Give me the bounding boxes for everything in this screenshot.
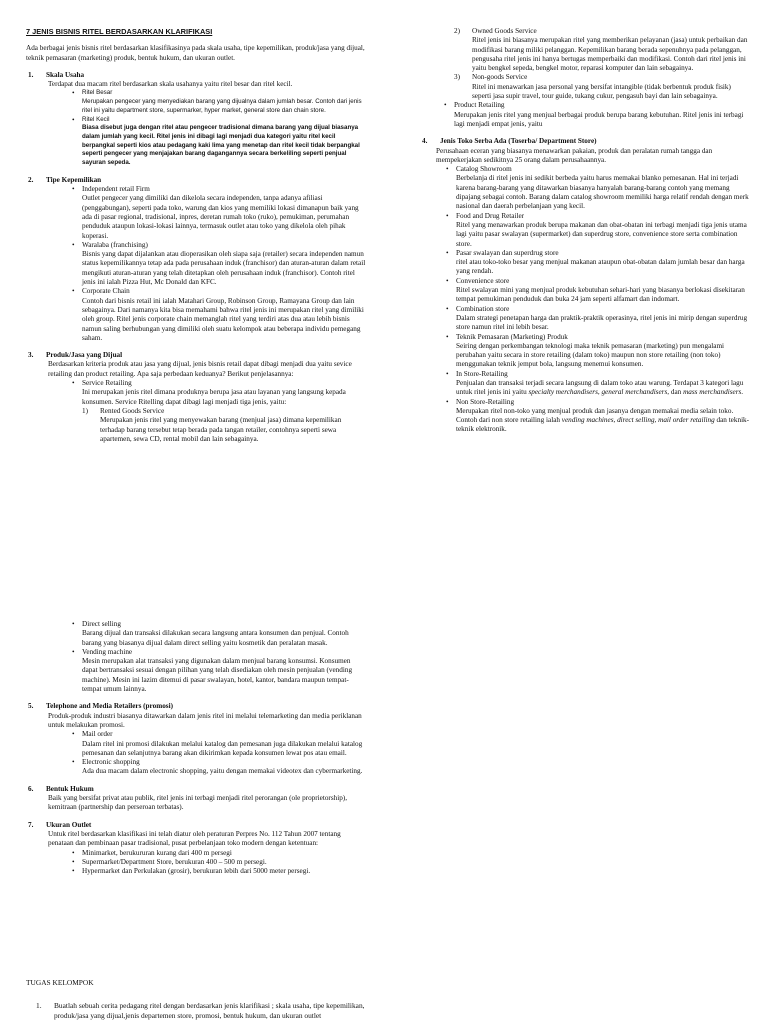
- bullet-icon: •: [444, 101, 447, 110]
- list-item: [72, 620, 366, 648]
- item-title: Service Retailing: [82, 379, 132, 388]
- item-title: Owned Goods Service: [472, 27, 537, 35]
- item-title: Food and Drug Retailer: [456, 211, 525, 220]
- item-title: Electronic shopping: [82, 758, 140, 767]
- bullet-icon: •: [446, 304, 449, 313]
- tugas-title: TUGAS KELOMPOK: [26, 978, 94, 987]
- left-column: [26, 27, 366, 452]
- bullet-icon: •: [72, 867, 75, 876]
- section-number: 1.: [28, 70, 34, 79]
- bullet-icon: •: [72, 848, 75, 857]
- list-item: [72, 648, 366, 694]
- section-number: 6.: [28, 784, 34, 793]
- tugas-item: [26, 1001, 366, 1020]
- list-item: [444, 101, 750, 129]
- item-text: Outlet pengecer yang dimiliki dan dikelola secara independen, tanpa adanya afiliasi (penggabungan), seperti pada toko, warung dan kios yang memiliki lokasi dimanapun baik yang ada di pasar regional, tradisional, inpres, deretan rumah toko (ruko), pemukiman, perumahan penduduk ataupun lokasi-lokasi lainnya, termasuk outlet atau toko yang dikelola oleh pihak koperasi.: [82, 194, 359, 240]
- item-title: In Store-Retailing: [456, 369, 508, 378]
- item-text: ritel atau toko-toko besar yang menjual makanan ataupun obat-obatan dalam jumlah besar dan harga yang rendah.: [456, 258, 745, 276]
- item-text: Ada dua macam dalam electronic shopping, yaitu dengan memakai videotex dan cybermarketing.: [82, 767, 363, 776]
- item-title: Mail order: [82, 730, 113, 739]
- item-title: Ritel Kecil: [82, 115, 110, 123]
- item-text: Penjualan dan transaksi terjadi secara langsung di dalam toko atau warung. Terdapat 3 kategori lagu untuk ritel jenis ini yaitu specialty merchandisers, general merchandisers, dan mass merchandisers.: [456, 378, 744, 397]
- section-number: 5.: [28, 702, 34, 711]
- bullet-icon: •: [72, 287, 75, 296]
- item-title: Waralaba (franchising): [82, 240, 148, 249]
- item-title: Catalog Showroom: [456, 165, 512, 174]
- item-title: Independent retail Firm: [82, 185, 150, 194]
- item-text: Bisnis yang dapat dijalankan atau dioperasikan oleh siapa saja (retailer) secara independen namun status kepemilikannya tetap ada pada perusahaan induk (franchisor) dan aturan-aturan dalam retail mengikuti aturan-aturan yang telah ditetapkan oleh perusahaan induk (franchisor). Contoh ritel jenis ini ialah Pizza Hut, Mc Donald dan KFC.: [82, 250, 366, 287]
- section-number: 2.: [28, 175, 34, 184]
- item-text: Ini merupakan jenis ritel dimana produknya berupa jasa atau layanan yang langsung kepada konsumen. Service Ritelling dapat dibagi lagi menjadi tiga jenis, yaitu:: [82, 388, 346, 406]
- item-title: Ritel Besar: [82, 89, 113, 97]
- item-title: Vending machine: [82, 647, 133, 656]
- bullet-icon: •: [72, 647, 75, 656]
- right-column: [420, 27, 750, 443]
- list-item: [72, 185, 366, 241]
- item-number: 1): [82, 406, 88, 415]
- bullet-icon: •: [72, 730, 75, 739]
- bullet-icon: •: [72, 89, 75, 98]
- item-title: Rented Goods Service: [100, 406, 165, 415]
- left-column-lower: [26, 620, 366, 884]
- section-toserba: [420, 137, 750, 435]
- section-text: Untuk ritel berdasarkan klasifikasi ini telah diatur oleh peraturan Perpres No. 112 Tahun 2007 tentang penataan dan pembinaan pasar tradisional, pusat perbelanjaan toko modern dengan ketentuan:: [48, 829, 341, 848]
- list-item: [72, 116, 366, 168]
- section-title: Telephone and Media Retailers (promosi): [46, 702, 173, 711]
- item-text: Dalam ritel ini promosi dilakukan melalui katalog dan pemesanan juga dilakukan melalui katalog pemesanan dan selanjutnya barang akan dikirimkan kepada konsumen lewat pos atau email.: [82, 739, 363, 757]
- item-text: Merupakan jenis ritel yang menyewakan barang (menjual jasa) dimana kepemilikan terhadap barang tersebut tetap berada pada tangan retailer, contohnya seperti sewa apartemen, sewa CD, rental mobil dan lain sebagainya.: [100, 416, 342, 443]
- bullet-icon: •: [72, 857, 75, 866]
- item-text: Ritel ini menawarkan jasa personal yang bersifat intangible (tidak berbentuk produk fisik) seperti jasa supir travel, tour guide, tukang cukur, pengasuh bayi dan lain sebagainya.: [472, 82, 731, 101]
- intro-paragraph: Ada berbagai jenis bisnis ritel berdasarkan klasifikasinya pada skala usaha, tipe kepemilikan, produk/jasa yang dijual, teknik pemasaran (marketing) produk, bentuk hukum, dan ukuran outlet.: [26, 44, 365, 62]
- list-item: [446, 212, 750, 249]
- section-tipe-kepemilikan: [26, 176, 366, 343]
- section-text: Produk-produk industri biasanya ditawarkan dalam jenis ritel ini melalui telemarketing dan media periklanan untuk melakukan promosi.: [48, 711, 362, 729]
- list-item: [72, 730, 366, 758]
- bullet-icon: •: [446, 276, 449, 285]
- list-item: [72, 379, 366, 407]
- list-item: [72, 867, 366, 876]
- item-text: Seiring dengan perkembangan teknologi maka teknik pemasaran (marketing) pun mengalami perubahan yaitu secara in store retailing (dalam toko) maupun non store retailing (non toko) menggunakan teknik jemput bola, langsung menemui konsumen.: [456, 341, 725, 369]
- item-number: 1.: [36, 1001, 42, 1011]
- item-title: Non-goods Service: [472, 73, 528, 82]
- list-item: [446, 249, 750, 277]
- list-item: [446, 165, 750, 211]
- section-title: Ukuran Outlet: [46, 820, 92, 829]
- section-number: 4.: [422, 137, 428, 146]
- section-skala-usaha: [26, 71, 366, 168]
- item-text: Merupakan ritel non-toko yang menjual produk dan jasanya dengan memakai media selain toko. Contoh dari non store retailing ialah vending machines, direct selling, mail order retailing dan teknik-teknik elektronik.: [456, 406, 750, 434]
- item-number: 2): [454, 27, 460, 35]
- section-number: 7.: [28, 820, 34, 829]
- list-item: [446, 333, 750, 370]
- bullet-icon: •: [446, 397, 449, 406]
- item-text: Mesin merupakan alat transaksi yang digunakan dalam menjual barang konsumsi. Konsumen dapat bertransaksi sesuai dengan pilihan yang telah disediakan oleh mesin penjualan (vending machine). Mesin ini lazim ditemui di pasar swalayan, hotel, kantor, bandara maupun tempat-tempat umum lainnya.: [82, 657, 353, 694]
- item-text: Berbelanja di ritel jenis ini sedikit berbeda yaitu harus memakai blanko pemesanan. Hal ini terjadi karena barang-barang yang ditawarkan biasanya hanyalah barang-barang contoh yang memang dipajang sebagai contoh. Barang dalam catalog showroom memiliki harga relatif rendah dengan merk nasional dan daerah perbelanjaan yang kecil.: [456, 174, 749, 211]
- section-produk-jasa: [26, 351, 366, 444]
- item-title: Corporate Chain: [82, 287, 130, 296]
- section-ukuran-outlet: [26, 821, 366, 877]
- bullet-icon: •: [446, 369, 449, 378]
- item-text: Supermarket/Department Store, berukuran 400 – 500 m persegi.: [82, 857, 267, 866]
- item-text: Biasa disebut juga dengan ritel atau pengecer tradisional dimana barang yang dijual biasanya dalam jumlah yang kecil. Ritel jenis ini dibagi lagi menjadi dua kategori yaitu ritel kecil berpangkal seperti kios atau pedagang kaki lima yang menetap dan ritel kecil tidak berpangkal seperti pengecer yang menjajakan barang dagangannya secara berkeliling seperti penjual sayuran sepeda.: [82, 124, 360, 167]
- list-item: [446, 398, 750, 435]
- bullet-icon: •: [446, 332, 449, 341]
- list-item: [446, 370, 750, 398]
- item-text: Contoh dari bisnis retail ini ialah Matahari Group, Robinson Group, Ramayana Group dan lain sebagainya. Dari namanya kita bisa memahami bahwa ritel jenis ini merupakan ritel yang dimiliki oleh group. Ritel jenis corporate chain memanglah ritel yang terdiri atas dua atau lebih bisnis namun saling berhubungan yang dimiliki oleh suatu kelompok atau beberapa individu pemegang saham.: [82, 296, 364, 342]
- item-number: 3): [454, 73, 460, 82]
- item-text: Ritel jenis ini biasanya merupakan ritel yang memberikan pelayanan (jasa) untuk perbaikan dan modifikasi barang miliki pelanggan. Kepemilikan barang berada sepenuhnya pada pelanggan, pengusaha ritel jenis ini hanya bertugas memperbaiki dan modifikasi. Contoh dari ritel jenis ini yaitu bengkel sepeda, bengkel motor, reparasi komputer dan lain sebagainya.: [472, 36, 748, 73]
- section-text: Terdapat dua macam ritel berdasarkan skala usahanya yaitu ritel besar dan ritel kecil.: [48, 80, 293, 89]
- item-text: Dalam strategi penetapan harga dan praktik-praktik operasinya, ritel jenis ini mirip dengan superdrug store namun ritel ini lebih besar.: [456, 313, 748, 332]
- numbered-item: [454, 27, 750, 73]
- tugas-kelompok: [26, 978, 366, 1020]
- item-text: Merupakan jenis ritel yang menjual berbagai produk berupa barang kebutuhan. Ritel jenis ini terbagi lagi menjadi empat jenis, yaitu: [454, 110, 744, 128]
- item-text: Ritel yang menawarkan produk berupa makanan dan obat-obatan ini terbagi menjadi tiga jenis utama lagi yaitu pasar swalayan (supermarket) dan superdrug store, convenience store serta combination store.: [456, 220, 747, 248]
- item-title: Teknik Pemasaran (Marketing) Produk: [456, 332, 568, 341]
- section-title: Skala Usaha: [46, 70, 85, 79]
- bullet-icon: •: [72, 620, 75, 628]
- item-title: Direct selling: [82, 620, 121, 628]
- bullet-icon: •: [72, 240, 75, 249]
- bullet-icon: •: [72, 758, 75, 767]
- numbered-item: [82, 407, 366, 444]
- item-text: Buatlah sebuah cerita pedagang ritel dengan berdasarkan jenis klarifikasi ; skala usaha, tipe kepemilikan, produk/jasa yang dijual,jenis departemen store, promosi, bentuk hukum, dan ukuran outlet: [54, 1001, 365, 1020]
- bullet-icon: •: [446, 211, 449, 220]
- list-item: [446, 277, 750, 305]
- item-text: Ritel swalayan mini yang menjual produk kebutuhan sehari-hari yang biasanya berlokasi disekitaran tempat pemukiman penduduk dan buka 24 jam seperti alfamart dan indomart.: [456, 286, 745, 304]
- item-text: Minimarket, berukururan kurang dari 400 m persegi: [82, 848, 232, 857]
- item-title: Non Store-Retailing: [456, 397, 515, 406]
- item-text: Barang dijual dan transaksi dilakukan secara langsung antara konsumen dan penjual. Contoh barang yang biasanya dijual dalam direct selling yaitu kosmetik dan peralatan masak.: [82, 629, 349, 647]
- bullet-icon: •: [446, 248, 449, 257]
- list-item: [72, 241, 366, 287]
- bullet-icon: •: [72, 185, 75, 194]
- item-text: Hypermarket dan Perkulakan (grosir), berukuran lebih dari 5000 meter persegi.: [82, 867, 311, 876]
- list-item: [72, 89, 366, 115]
- bullet-icon: •: [72, 115, 75, 124]
- section-telephone-media: [26, 702, 366, 776]
- section-text: Berdasarkan kriteria produk atau jasa yang dijual, jenis bisnis retail dapat dibagi menjadi dua yaitu sevice retailing dan product retailing. Apa saja perbedaan keduanya? Berikut penjelasannya:: [48, 360, 352, 378]
- item-text: Merupakan pengecer yang menyediakan barang yang dijualnya dalam jumlah besar. Contoh dari jenis ritel ini yaitu department store, supermarker, hyper market, general store dan chain store.: [82, 98, 362, 114]
- section-bentuk-hukum: [26, 785, 366, 813]
- list-item: [72, 849, 366, 858]
- list-item: [72, 858, 366, 867]
- bullet-icon: •: [72, 379, 75, 388]
- section-title: Bentuk Hukum: [46, 784, 94, 793]
- item-title: Product Retailing: [454, 101, 505, 110]
- item-title: Pasar swalayan dan superdrug store: [456, 248, 559, 257]
- section-text: Perusahaan eceran yang biasanya menawarkan pakaian, produk dan peralatan rumah tangga dan mempekerjakan sedikitnya 25 orang dalam perusahaannya.: [436, 146, 713, 164]
- section-title: Produk/Jasa yang Dijual: [46, 351, 123, 360]
- list-item: [446, 305, 750, 333]
- bullet-icon: •: [446, 165, 449, 174]
- section-title: Tipe Kepemilikan: [46, 175, 102, 184]
- section-title: Jenis Toko Serba Ada (Toserba/ Department Store): [440, 137, 597, 146]
- document-title: 7 JENIS BISNIS RITEL BERDASARKAN KLARIFIKASI: [26, 27, 213, 36]
- item-title: Combination store: [456, 304, 510, 313]
- item-title: Convenience store: [456, 276, 510, 285]
- numbered-item: [454, 73, 750, 101]
- section-number: 3.: [28, 351, 34, 360]
- list-item: [72, 287, 366, 343]
- list-item: [72, 758, 366, 777]
- section-text: Baik yang bersifat privat atau publik, ritel jenis ini terbagi menjadi ritel perorangan (ole proprietorship), kemitraan (partnership dan perseroan terbatas).: [48, 794, 347, 812]
